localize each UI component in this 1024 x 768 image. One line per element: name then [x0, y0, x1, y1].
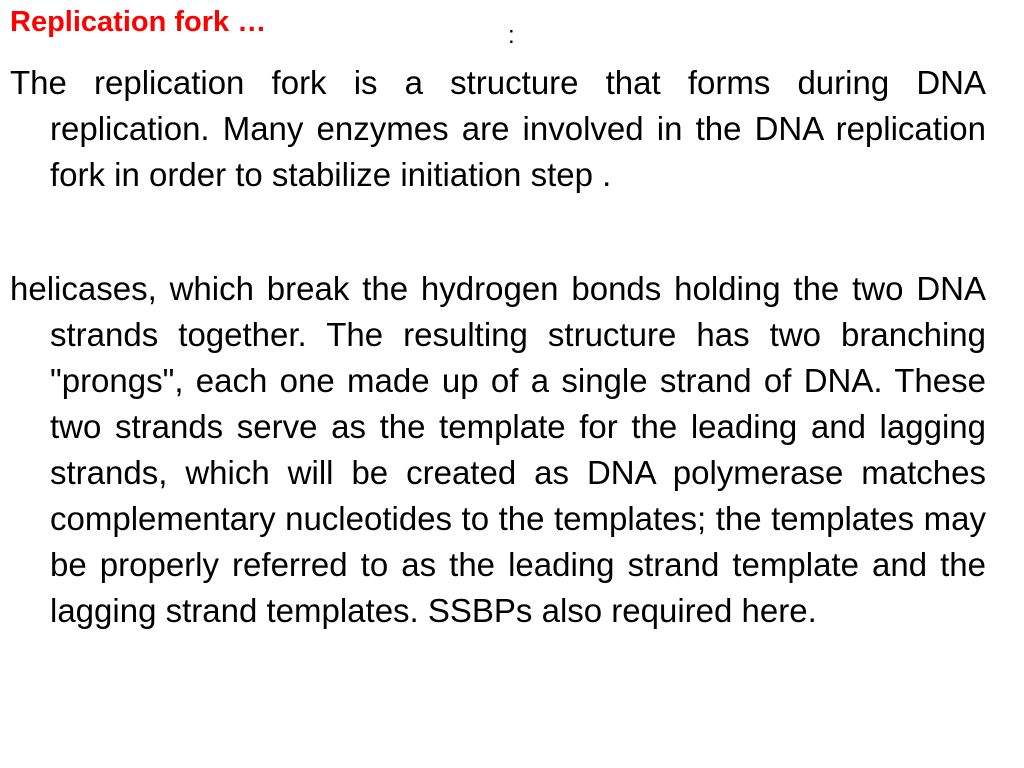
colon-mark: :: [508, 22, 515, 49]
slide-title: Replication fork …: [10, 6, 267, 38]
paragraph-intro: The replication fork is a structure that forms during DNA replication. Many enzymes are involved in the DNA replication fork in order to stabilize initiation step .: [10, 64, 986, 193]
paragraph-helicases: helicases, which break the hydrogen bonds holding the two DNA strands together. The resulting structure has two branching "prongs", each one made up of a single strand of DNA. These two strands serve as the template for the leading and lagging strands, which will be created as DNA polymerase matches complementary nucleotides to the templates; the templates may be properly referred to as the leading strand template and the lagging strand templates. SSBPs also required here.: [10, 270, 986, 629]
